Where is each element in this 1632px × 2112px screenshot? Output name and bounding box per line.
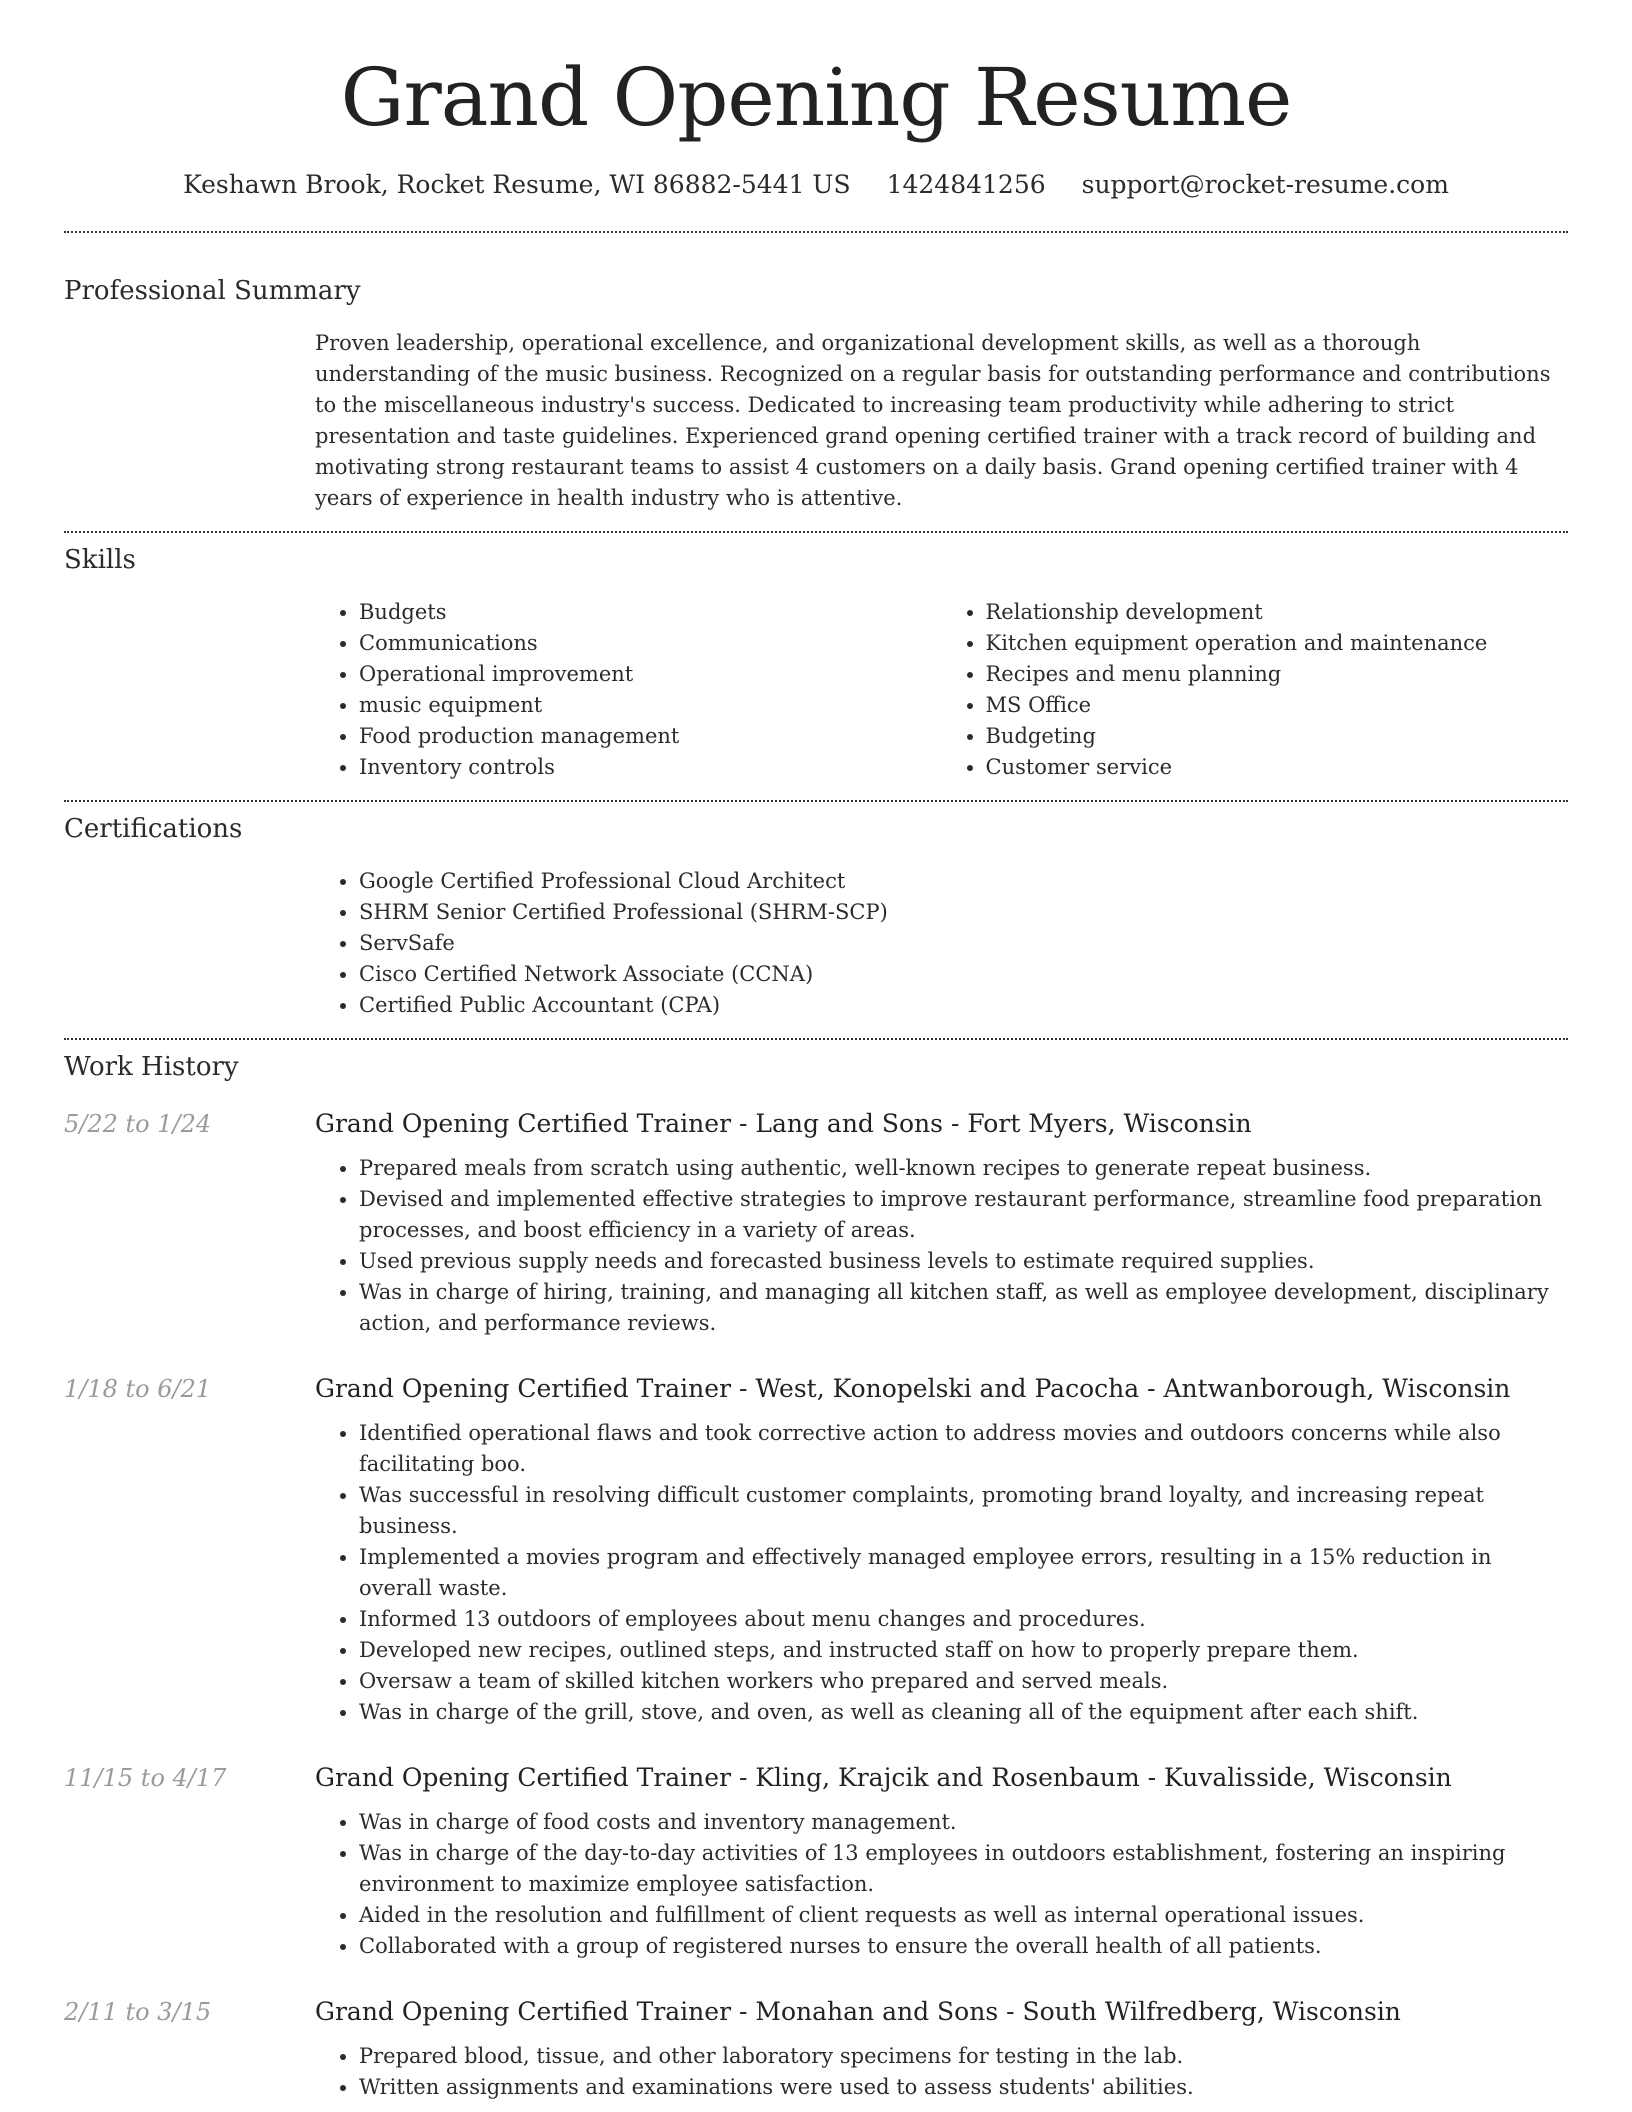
- summary-section: [64, 275, 1568, 514]
- job-bullet: • Devised and implemented effective strategies to improve restaurant performance, streamline food preparation processes, and boost efficiency in a variety of areas.: [359, 1184, 1568, 1246]
- job-dates: 5/22 to 1/24: [64, 1110, 212, 1138]
- job-title: Grand Opening Certified Trainer - West, Konopelski and Pacocha - Antwanborough, Wisconsin: [315, 1374, 1511, 1403]
- job-entry: [64, 1373, 1568, 1728]
- skill-item: • Relationship development: [986, 597, 1569, 628]
- certification-item: • Certified Public Accountant (CPA): [359, 990, 1568, 1021]
- job-bullet: • Was in charge of the day-to-day activities of 13 employees in outdoors establishment, fostering an inspiring environment to maximize employee satisfaction.: [359, 1838, 1568, 1900]
- job-dates: 11/15 to 4/17: [64, 1764, 227, 1792]
- section-title-skills: Skills: [64, 545, 136, 575]
- skill-item: • Operational improvement: [359, 659, 942, 690]
- skill-item: • Communications: [359, 628, 942, 659]
- jobs-list: [64, 1108, 1568, 2103]
- job-bullet: • Written assignments and examinations were used to assess students' abilities.: [359, 2072, 1568, 2103]
- skill-item: • Food production management: [359, 721, 942, 752]
- job-dates: 2/11 to 3/15: [64, 1998, 212, 2026]
- resume-page: [64, 0, 1568, 2103]
- job-bullet: • Implemented a movies program and effectively managed employee errors, resulting in a 15% reduction in overall waste.: [359, 1542, 1568, 1604]
- job-bullets: [315, 1807, 1568, 1962]
- skills-list-right: [942, 597, 1569, 783]
- certification-item: • ServSafe: [359, 928, 1568, 959]
- job-entry: [64, 1996, 1568, 2103]
- divider: [64, 1038, 1568, 1040]
- job-bullet: • Prepared blood, tissue, and other laboratory specimens for testing in the lab.: [359, 2041, 1568, 2072]
- job-bullet: • Was in charge of the grill, stove, and oven, as well as cleaning all of the equipment after each shift.: [359, 1697, 1568, 1728]
- summary-text: Proven leadership, operational excellence, and organizational development skills, as well as a thorough understanding of the music business. Recognized on a regular basis for outstanding performance and contributions to the miscellaneous industry's success. Dedicated to increasing team productivity while adhering to strict presentation and taste guidelines. Experienced grand opening certified trainer with a track record of building and motivating strong restaurant teams to assist 4 customers on a daily basis. Grand opening certified trainer with 4 years of experience in health industry who is attentive.: [315, 331, 1551, 510]
- skill-item: • Budgeting: [986, 721, 1569, 752]
- skill-item: • Budgets: [359, 597, 942, 628]
- job-bullet: • Informed 13 outdoors of employees about menu changes and procedures.: [359, 1604, 1568, 1635]
- job-bullet: • Oversaw a team of skilled kitchen workers who prepared and served meals.: [359, 1666, 1568, 1697]
- certifications-content: [315, 866, 1568, 1021]
- job-bullets: [315, 1153, 1568, 1339]
- contact-line: [64, 170, 1568, 200]
- certification-item: • SHRM Senior Certified Professional (SHRM-SCP): [359, 897, 1568, 928]
- job-title: Grand Opening Certified Trainer - Monahan and Sons - South Wilfredberg, Wisconsin: [315, 1997, 1401, 2026]
- section-title-certifications: Certifications: [64, 814, 243, 844]
- divider: [64, 800, 1568, 802]
- job-dates: 1/18 to 6/21: [64, 1375, 212, 1403]
- job-entry: [64, 1762, 1568, 1962]
- summary-content: [315, 328, 1568, 514]
- skills-list-left: [315, 597, 942, 783]
- contact-phone: 1424841256: [886, 170, 1046, 199]
- contact-address: Keshawn Brook, Rocket Resume, WI 86882-5441 US: [183, 170, 851, 199]
- job-bullet: • Used previous supply needs and forecasted business levels to estimate required supplies.: [359, 1246, 1568, 1277]
- skill-item: • MS Office: [986, 690, 1569, 721]
- skill-item: • Customer service: [986, 752, 1569, 783]
- skills-grid: [315, 597, 1568, 783]
- job-bullet: • Was successful in resolving difficult customer complaints, promoting brand loyalty, and increasing repeat business.: [359, 1480, 1568, 1542]
- skills-section: [64, 544, 1568, 783]
- certification-item: • Google Certified Professional Cloud Architect: [359, 866, 1568, 897]
- job-title: Grand Opening Certified Trainer - Lang and Sons - Fort Myers, Wisconsin: [315, 1109, 1252, 1138]
- section-title-summary: Professional Summary: [64, 276, 361, 306]
- job-bullet: • Collaborated with a group of registered nurses to ensure the overall health of all patients.: [359, 1931, 1568, 1962]
- section-title-work: Work History: [64, 1052, 239, 1082]
- skill-item: • Kitchen equipment operation and maintenance: [986, 628, 1569, 659]
- skill-item: • music equipment: [359, 690, 942, 721]
- job-bullet: • Was in charge of food costs and inventory management.: [359, 1807, 1568, 1838]
- skill-item: • Inventory controls: [359, 752, 942, 783]
- job-bullet: • Was in charge of hiring, training, and managing all kitchen staff, as well as employee development, disciplinary action, and performance reviews.: [359, 1277, 1568, 1339]
- job-entry: [64, 1108, 1568, 1339]
- certifications-section: [64, 813, 1568, 1021]
- job-bullets: [315, 2041, 1568, 2103]
- certifications-list: [315, 866, 1568, 1021]
- job-bullet: • Developed new recipes, outlined steps, and instructed staff on how to properly prepare them.: [359, 1635, 1568, 1666]
- skill-item: • Recipes and menu planning: [986, 659, 1569, 690]
- contact-email[interactable]: support@rocket-resume.com: [1081, 170, 1449, 199]
- job-title: Grand Opening Certified Trainer - Kling, Krajcik and Rosenbaum - Kuvalisside, Wisconsin: [315, 1763, 1452, 1792]
- certification-item: • Cisco Certified Network Associate (CCNA): [359, 959, 1568, 990]
- work-section: [64, 1051, 1568, 2103]
- divider: [64, 531, 1568, 533]
- resume-title: Grand Opening Resume: [340, 51, 1292, 144]
- job-bullet: • Prepared meals from scratch using authentic, well-known recipes to generate repeat business.: [359, 1153, 1568, 1184]
- divider: [64, 231, 1568, 233]
- job-bullets: [315, 1418, 1568, 1728]
- job-bullet: • Identified operational flaws and took corrective action to address movies and outdoors concerns while also facilitating boo.: [359, 1418, 1568, 1480]
- job-bullet: • Aided in the resolution and fulfillment of client requests as well as internal operational issues.: [359, 1900, 1568, 1931]
